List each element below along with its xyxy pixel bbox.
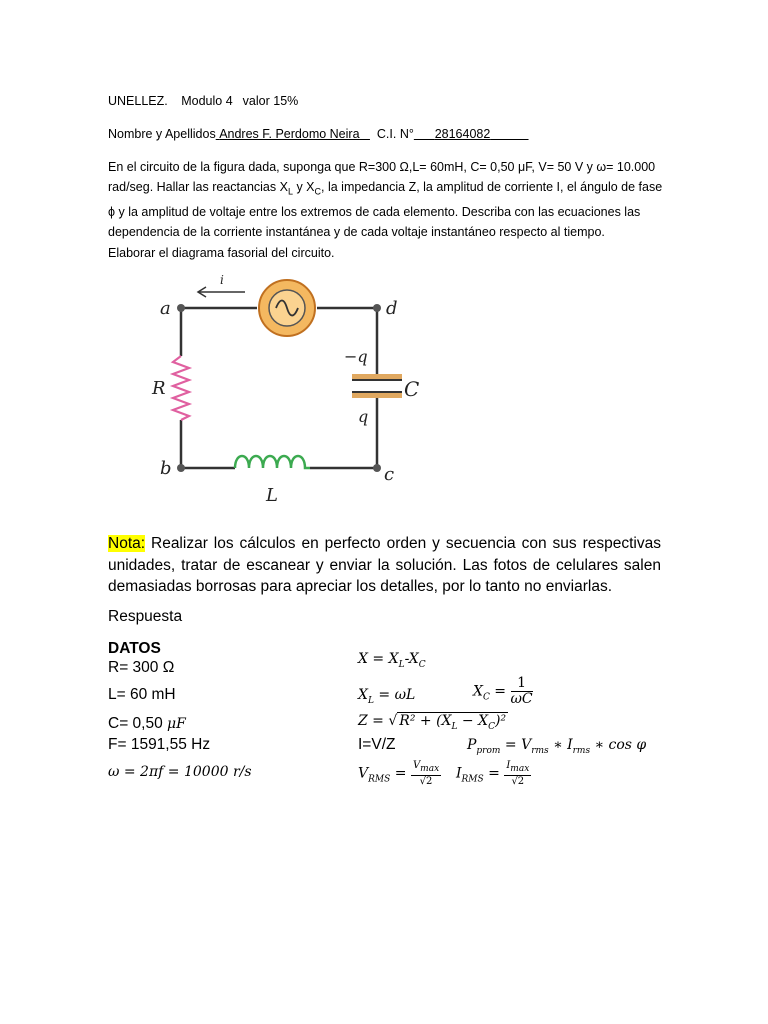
formula-reactance: $X = X_L-X_C$ xyxy=(358,651,426,670)
datum-capacitance: C= 0,50 μF xyxy=(108,715,186,732)
data-heading: DATOS xyxy=(108,640,161,657)
formula-irms: $I_{RMS}$ = $\frac{I_{max}}{√2}$ xyxy=(456,760,530,787)
capacitor-symbol xyxy=(352,374,402,398)
ci-value: 28164082 xyxy=(434,127,491,141)
rlc-circuit-diagram xyxy=(140,268,420,508)
note-text: Realizar los cálculos en perfecto orden y secuencia con sus respectivas unidades, tratar de escanear y enviar la solución. Las fotos de celulares salen demasiadas borrosas para apreciar los detalles, por lo tanto no enviarlas. xyxy=(108,535,661,595)
capacitor-label: C xyxy=(404,377,420,401)
node-a-dot xyxy=(177,304,185,312)
module-value: valor 15% xyxy=(242,94,299,108)
datum-resistance: R= 300 Ω xyxy=(108,659,175,676)
note-paragraph xyxy=(108,533,661,598)
problem-line: rad/seg. Hallar las reactancias $X_L$ y $X_C$, la impedancia Z, la amplitud de corriente I, el ángulo de fase xyxy=(108,180,663,197)
node-a-label: a xyxy=(160,298,171,319)
formula-impedance: Z = √ $R^2 + (X_L - X_C)^2$ xyxy=(358,713,507,732)
node-d-label: d xyxy=(386,298,398,319)
charge-pos-label: q xyxy=(358,407,369,426)
node-c-dot xyxy=(373,464,381,472)
datum-angular-frequency: ω = 2πf = 10000 r/s xyxy=(108,764,252,780)
name-value: Andres F. Perdomo Neira xyxy=(219,127,360,141)
student-info xyxy=(108,127,529,141)
charge-neg-label: −q xyxy=(344,347,368,366)
resistor-label: R xyxy=(152,378,166,399)
node-b-dot xyxy=(177,464,185,472)
inductor-symbol xyxy=(235,456,310,468)
node-c-label: c xyxy=(384,464,395,485)
inductor-label: L xyxy=(266,485,278,506)
problem-line: ϕ y la amplitud de voltaje entre los extremos de cada elemento. Describa con las ecuaciones las xyxy=(108,205,641,220)
formula-capacitive-reactance: $X_C$ = $\frac{1}{\omega C}$ xyxy=(473,675,533,707)
ac-source-symbol xyxy=(259,280,315,336)
problem-statement xyxy=(108,157,668,263)
formula-ohm-law: I=V/Z xyxy=(358,736,396,753)
datum-inductance: L= 60 mH xyxy=(108,686,176,703)
formula-vrms: $V_{RMS}$ = $\frac{V_{max}}{√2}$ xyxy=(358,760,440,787)
name-label: Nombre y Apellidos xyxy=(108,127,216,141)
formula-inductive-reactance: $X_L = \omega L$ xyxy=(358,687,416,706)
datum-frequency: F= 1591,55 Hz xyxy=(108,736,211,753)
formula-average-power: $P_{prom} = V_{rms}$ ∗ $I_{rms}$ ∗ cos φ xyxy=(467,737,647,756)
problem-line: Elaborar el diagrama fasorial del circuito. xyxy=(108,245,335,260)
problem-line: En el circuito de la figura dada, suponga que R=300 Ω,L= 60mH, C= 0,50 μF, V= 50 V y ω= 10.000 xyxy=(108,160,656,174)
answer-heading: Respuesta xyxy=(108,608,183,625)
module-name: Modulo 4 xyxy=(181,94,233,108)
ci-label: C.I. N° xyxy=(376,127,414,141)
resistor-symbol xyxy=(173,356,189,420)
current-label: i xyxy=(220,273,224,287)
institution-name: UNELLEZ. xyxy=(108,94,168,108)
node-b-label: b xyxy=(160,458,172,479)
problem-line: dependencia de la corriente instantánea y de cada voltaje instantáneo respecto al tiempo. xyxy=(108,225,605,240)
document-header xyxy=(108,94,308,108)
node-d-dot xyxy=(373,304,381,312)
note-label: Nota: xyxy=(108,535,146,552)
